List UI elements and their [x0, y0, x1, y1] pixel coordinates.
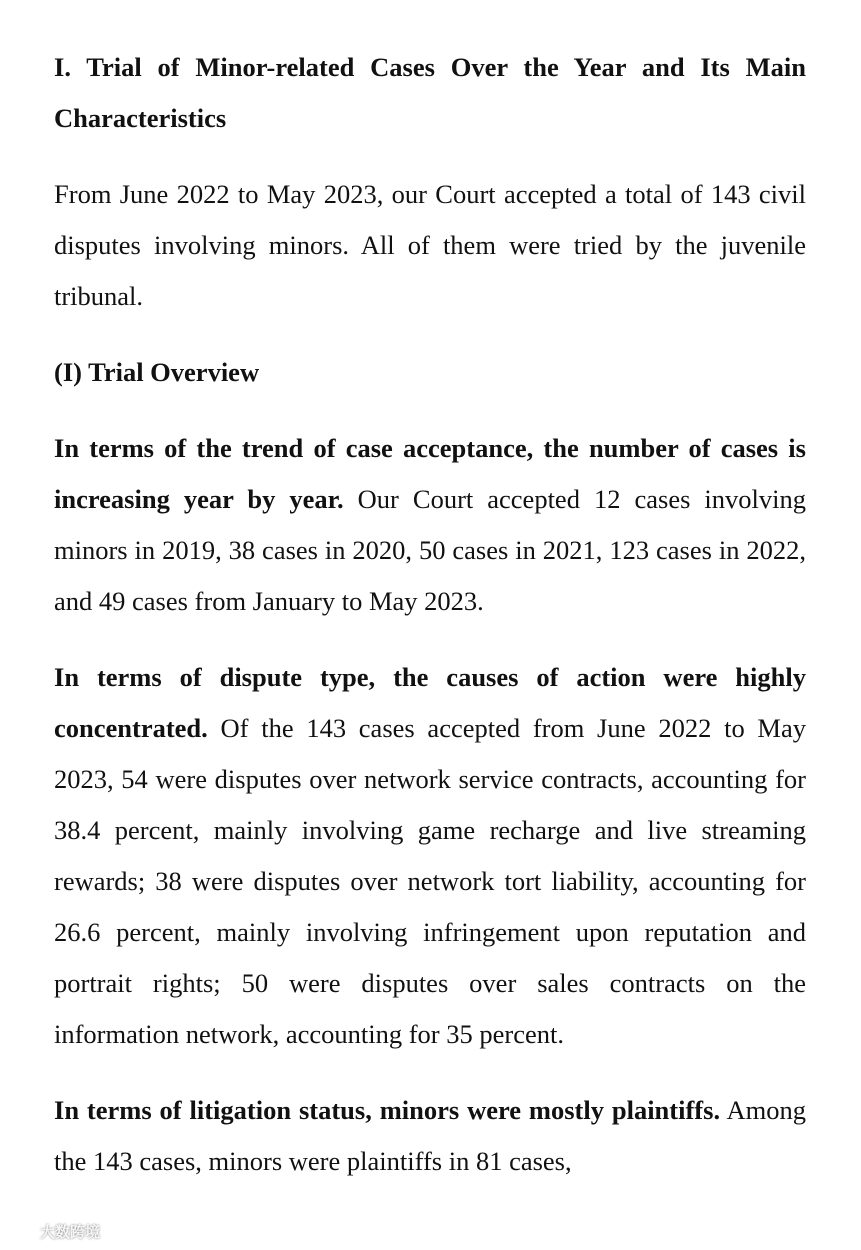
paragraph-case-acceptance-trend [54, 423, 806, 627]
weibo-logo-icon [6, 1220, 36, 1242]
paragraph-litigation-status [54, 1085, 806, 1187]
paragraph-body: Of the 143 cases accepted from June 2022 to May 2023, 54 were disputes over network service contracts, accounting for 38.4 percent, mainly involving game recharge and live streaming rewards; 38 were disputes over network tort liability, accounting for 26.6 percent, mainly involving infringement upon reputation and portrait rights; 50 were disputes over sales contracts on the information network, accounting for 35 percent. [54, 713, 806, 1049]
subheading-trial-overview: (I) Trial Overview [54, 357, 260, 387]
paragraph-body: Our Court accepted 12 cases involving minors in 2019, 38 cases in 2020, 50 cases in 2021, 123 cases in 2022, and 49 cases from January to May 2023. [54, 484, 807, 616]
paragraph-lead: In terms of the trend of case acceptance, the number of cases is increasing year by year. [54, 433, 806, 514]
intro-paragraph: From June 2022 to May 2023, our Court accepted a total of 143 civil disputes involving minors. All of them were tried by the juvenile tribunal. [54, 179, 806, 311]
paragraph-lead: In terms of dispute type, the causes of action were highly concentrated. [54, 662, 806, 743]
watermark-text: 大数跨境 [40, 1222, 101, 1241]
paragraph-body: Among the 143 cases, minors were plaintiffs in 81 cases, [54, 1095, 806, 1176]
section-heading: I. Trial of Minor-related Cases Over the Year and Its Main Characteristics [54, 52, 806, 133]
paragraph-lead: In terms of litigation status, minors were mostly plaintiffs. [54, 1095, 721, 1125]
document-page [54, 42, 806, 1212]
paragraph-dispute-type [54, 652, 806, 1060]
watermark [6, 1220, 100, 1242]
